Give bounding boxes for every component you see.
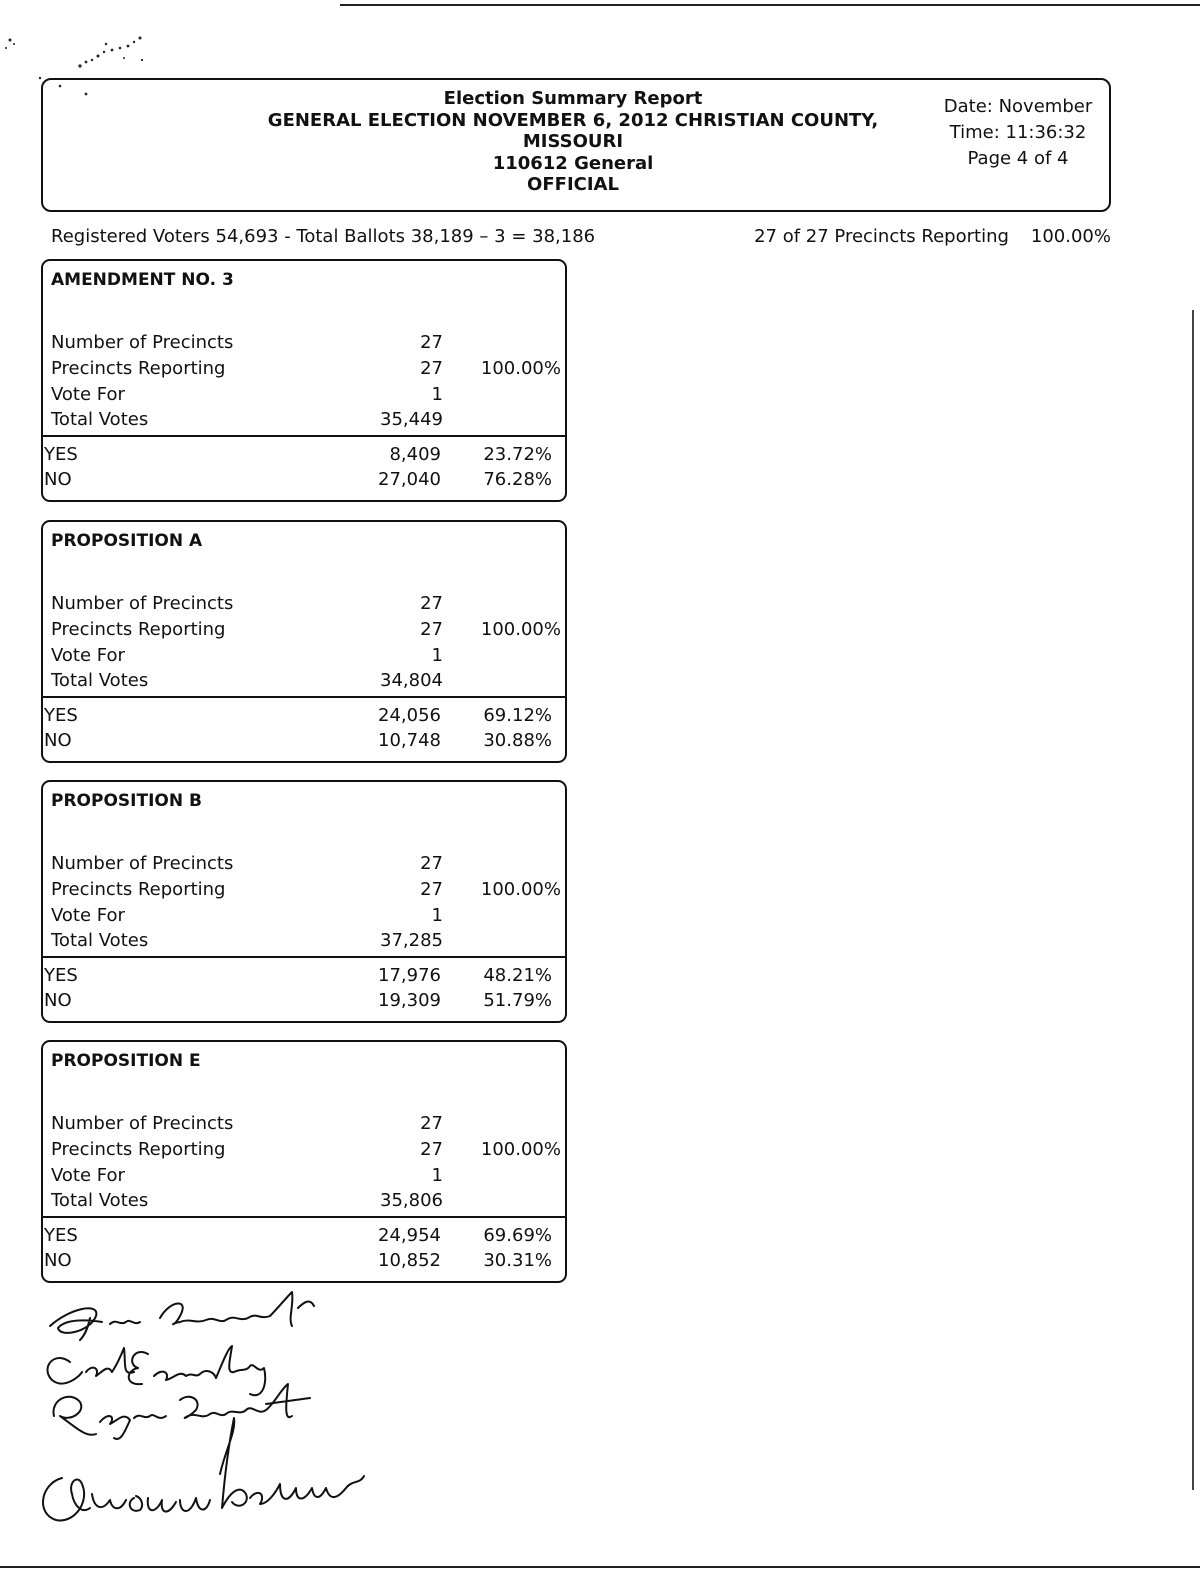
stat-row [51, 903, 561, 929]
stat-label: Vote For [51, 905, 125, 926]
registered-voters-ballots: Registered Voters 54,693 - Total Ballots 38,189 – 3 = 38,186 [51, 226, 596, 247]
scan-border-bottom [0, 1566, 1200, 1568]
signature-4 [43, 1418, 364, 1520]
report-status: OFFICIAL [527, 174, 619, 195]
choice-votes: 27,040 [378, 469, 441, 490]
stat-value: 27 [420, 1139, 443, 1160]
stat-percent: 100.00% [480, 358, 561, 379]
stat-label: Number of Precincts [51, 853, 234, 874]
choice-label: YES [44, 444, 78, 465]
precincts-reporting-percent: 100.00% [1030, 226, 1111, 247]
choice-votes: 10,748 [378, 730, 441, 751]
choice-label: NO [44, 730, 72, 751]
stat-row [51, 643, 561, 669]
stat-value: 1 [431, 384, 443, 405]
choice-row [43, 728, 559, 754]
choice-percent: 51.79% [483, 990, 552, 1011]
stat-row [51, 1163, 561, 1189]
stat-row [51, 591, 561, 617]
choice-row [43, 1223, 559, 1249]
stat-value: 35,806 [380, 1190, 443, 1211]
choice-label: NO [44, 1250, 72, 1271]
choice-percent: 30.88% [483, 730, 552, 751]
choice-row [43, 988, 559, 1014]
contest-divider [43, 956, 565, 958]
stat-row [51, 407, 561, 433]
signature-2 [47, 1346, 265, 1395]
stat-value: 27 [420, 358, 443, 379]
report-header [41, 78, 1111, 212]
contest-box [41, 520, 567, 763]
stat-label: Total Votes [51, 409, 149, 430]
stat-value: 27 [420, 619, 443, 640]
stat-label: Precincts Reporting [51, 619, 226, 640]
signature-3 [53, 1384, 310, 1439]
choice-percent: 76.28% [483, 469, 552, 490]
choice-label: YES [44, 1225, 78, 1246]
stat-value: 34,804 [380, 670, 443, 691]
stat-label: Total Votes [51, 1190, 149, 1211]
report-time: Time: 11:36:32 [949, 122, 1087, 143]
page-number: Page 4 of 4 [967, 148, 1069, 169]
choice-row [43, 703, 559, 729]
choice-row [43, 963, 559, 989]
election-name-line2: MISSOURI [522, 131, 624, 152]
stat-label: Precincts Reporting [51, 1139, 226, 1160]
stat-row [51, 851, 561, 877]
contest-divider [43, 435, 565, 437]
stat-row [51, 1188, 561, 1214]
stat-label: Total Votes [51, 930, 149, 951]
contest-box [41, 259, 567, 502]
stat-value: 1 [431, 1165, 443, 1186]
choice-row [43, 1248, 559, 1274]
stat-label: Number of Precincts [51, 593, 234, 614]
stat-percent: 100.00% [480, 1139, 561, 1160]
choice-percent: 69.69% [483, 1225, 552, 1246]
stat-value: 27 [420, 332, 443, 353]
signatures [30, 1288, 410, 1558]
choice-percent: 23.72% [483, 444, 552, 465]
signature-1 [50, 1292, 314, 1340]
stat-label: Vote For [51, 1165, 125, 1186]
choice-votes: 17,976 [378, 965, 441, 986]
stat-row [51, 330, 561, 356]
stat-row [51, 617, 561, 643]
stat-label: Precincts Reporting [51, 358, 226, 379]
choice-votes: 10,852 [378, 1250, 441, 1271]
stat-percent: 100.00% [480, 619, 561, 640]
stat-row [51, 1111, 561, 1137]
stat-row [51, 1137, 561, 1163]
contest-title: PROPOSITION B [51, 791, 202, 811]
stat-label: Number of Precincts [51, 332, 234, 353]
choice-label: NO [44, 990, 72, 1011]
stat-value: 27 [420, 1113, 443, 1134]
contest-box [41, 780, 567, 1023]
choice-votes: 24,056 [378, 705, 441, 726]
stat-row [51, 928, 561, 954]
election-code: 110612 General [492, 152, 654, 174]
contest-title: PROPOSITION E [51, 1051, 201, 1071]
stat-label: Precincts Reporting [51, 879, 226, 900]
choice-votes: 24,954 [378, 1225, 441, 1246]
choice-percent: 48.21% [483, 965, 552, 986]
stat-row [51, 382, 561, 408]
stat-row [51, 668, 561, 694]
scan-border-right [1192, 310, 1194, 1490]
stat-label: Number of Precincts [51, 1113, 234, 1134]
stat-label: Vote For [51, 645, 125, 666]
precincts-reporting-count: 27 of 27 Precincts Reporting [754, 226, 1009, 247]
election-name-line1: GENERAL ELECTION NOVEMBER 6, 2012 CHRISTIAN COUNTY, [267, 109, 879, 131]
choice-label: YES [44, 705, 78, 726]
choice-votes: 8,409 [389, 444, 441, 465]
contest-box [41, 1040, 567, 1283]
stat-value: 1 [431, 645, 443, 666]
stat-value: 27 [420, 853, 443, 874]
contest-title: PROPOSITION A [51, 531, 203, 551]
choice-votes: 19,309 [378, 990, 441, 1011]
stat-value: 27 [420, 593, 443, 614]
stat-row [51, 356, 561, 382]
choice-label: NO [44, 469, 72, 490]
stat-value: 1 [431, 905, 443, 926]
stat-row [51, 877, 561, 903]
stat-percent: 100.00% [480, 879, 561, 900]
contest-divider [43, 696, 565, 698]
precincts-reporting-summary [754, 226, 1111, 247]
scan-border-top [340, 4, 1200, 6]
stat-label: Total Votes [51, 670, 149, 691]
stat-label: Vote For [51, 384, 125, 405]
report-meta [933, 94, 1103, 172]
report-title-block [223, 88, 923, 196]
contest-divider [43, 1216, 565, 1218]
choice-percent: 30.31% [483, 1250, 552, 1271]
contest-title: AMENDMENT NO. 3 [51, 270, 234, 290]
stat-value: 35,449 [380, 409, 443, 430]
choice-row [43, 442, 559, 468]
choice-label: YES [44, 965, 78, 986]
report-title: Election Summary Report [443, 88, 703, 109]
stat-value: 37,285 [380, 930, 443, 951]
choice-percent: 69.12% [483, 705, 552, 726]
report-date: Date: November [943, 96, 1093, 117]
choice-row [43, 467, 559, 493]
stat-value: 27 [420, 879, 443, 900]
